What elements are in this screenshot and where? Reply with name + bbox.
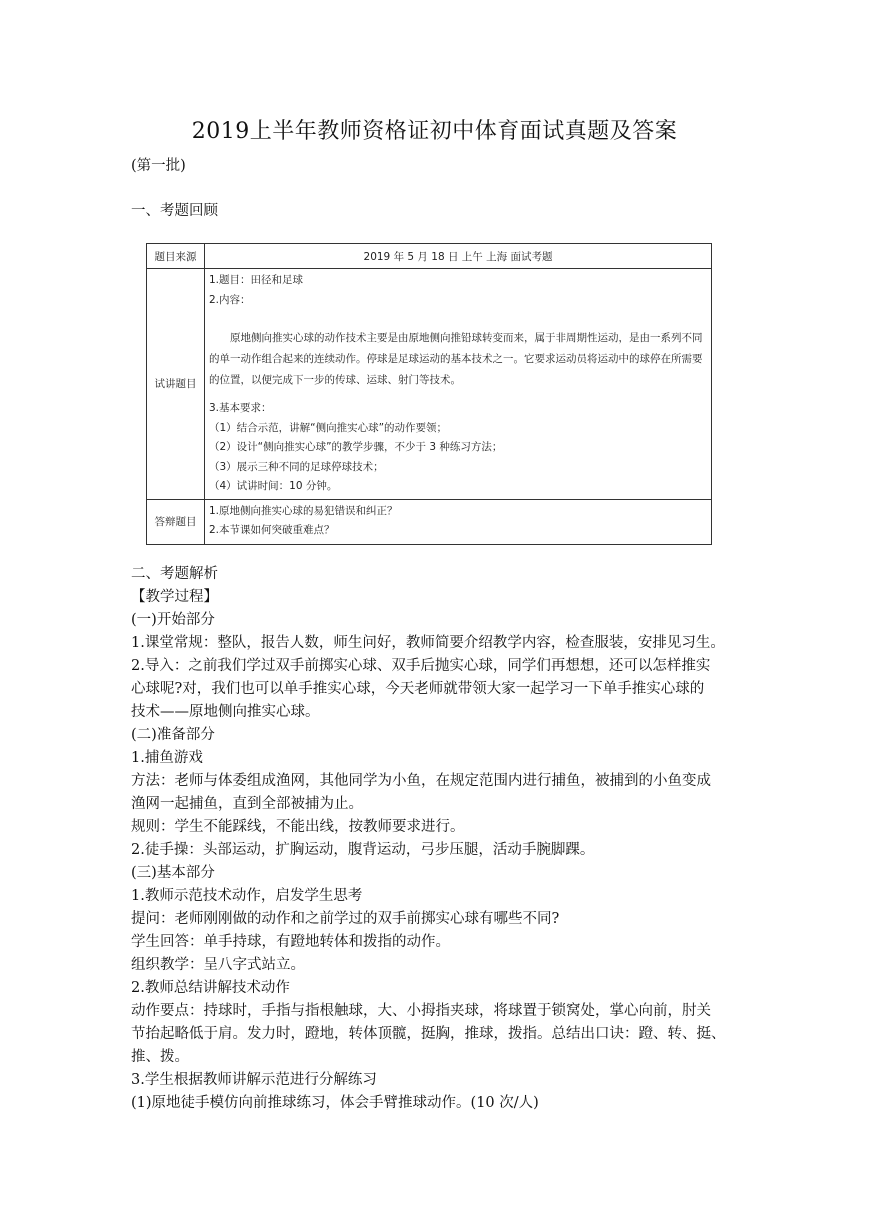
body-line: 1.课堂常规：整队，报告人数，师生问好，教师简要介绍教学内容，检查服装，安排见习生。	[131, 635, 725, 651]
requirement-item: （3）展示三种不同的足球停球技术；	[209, 460, 384, 473]
body-line: (1)原地徒手模仿向前推球练习，体会手臂推球动作。(10 次/人)	[131, 1095, 539, 1111]
document-title: 2019上半年教师资格证初中体育面试真题及答案	[191, 119, 678, 144]
body-line: 推、拨。	[131, 1049, 189, 1065]
answer-question: 2.本节课如何突破重难点？	[209, 524, 335, 536]
section-heading: 二、考题解析	[131, 566, 218, 582]
table-row-lecture	[147, 269, 712, 500]
body-line: 2.导入：之前我们学过双手前掷实心球、双手后抛实心球，同学们再想想，还可以怎样推实	[131, 658, 711, 674]
body-line: 节抬起略低于肩。发力时，蹬地，转体顶髋，挺胸，推球，拨指。总结出口诀：蹬、转、挺、	[131, 1026, 726, 1042]
part-heading: (一)开始部分	[131, 612, 215, 628]
body-line: 学生回答：单手持球，有蹬地转体和拨指的动作。	[131, 934, 450, 950]
table-row-answer	[147, 499, 712, 544]
part-heading: (二)准备部分	[131, 727, 215, 743]
part-heading: (三)基本部分	[131, 865, 215, 881]
body-line: 动作要点：持球时，手指与指根触球，大、小拇指夹球，将球置于锁窝处，掌心向前，肘关	[131, 1003, 711, 1019]
body-line: 提问：老师刚刚做的动作和之前学过的双手前掷实心球有哪些不同?	[131, 911, 560, 927]
answer-question: 1.原地侧向推实心球的易犯错误和纠正？	[209, 504, 398, 517]
body-line: 规则：学生不能踩线，不能出线，按教师要求进行。	[131, 819, 465, 835]
lecture-paragraph: 原地侧向推实心球的动作技术主要是由原地侧向推铅球转变而来，属于非周期性运动，是由一系列不同的单一动作组合起来的连续动作。停球是足球运动的基本技术之一。它要求运动员将运动中的球停在所需要的位置，以便完成下一步的传球、运球、射门等技术。	[209, 332, 703, 386]
body-line: 3.学生根据教师讲解示范进行分解练习	[131, 1072, 377, 1088]
body-line: 心球呢?对，我们也可以单手推实心球，今天老师就带领大家一起学习一下单手推实心球的	[131, 681, 705, 697]
section-heading: 一、考题回顾	[131, 203, 218, 219]
subheading: 【教学过程】	[131, 589, 218, 605]
lecture-content-heading: 2.内容：	[209, 293, 251, 306]
body-line: 1.教师示范技术动作，启发学生思考	[131, 888, 363, 904]
body-line: 组织教学：呈八字式站立。	[131, 957, 305, 973]
body-line: 方法：老师与体委组成渔网，其他同学为小鱼，在规定范围内进行捕鱼，被捕到的小鱼变成	[131, 773, 711, 789]
table-row-source	[147, 244, 712, 269]
source-label: 题目来源	[147, 244, 205, 269]
body-line: 2.徒手操：头部运动，扩胸运动，腹背运动，弓步压腿，活动手腕脚踝。	[131, 842, 595, 858]
body-line: 渔网一起捕鱼，直到全部被捕为止。	[131, 796, 363, 812]
answer-content	[205, 499, 712, 544]
source-value: 2019 年 5 月 18 日 上午 上海 面试考题	[205, 244, 712, 269]
requirement-item: （4）试讲时间：10 分钟。	[209, 480, 338, 492]
batch-label: (第一批)	[131, 158, 186, 174]
answer-label: 答辩题目	[147, 499, 205, 544]
requirements-heading: 3.基本要求：	[209, 402, 272, 414]
lecture-label: 试讲题目	[147, 269, 205, 500]
body-line: 2.教师总结讲解技术动作	[131, 980, 290, 996]
requirement-item: （1）结合示范，讲解“侧向推实心球”的动作要领；	[209, 421, 448, 434]
body-line: 技术——原地侧向推实心球。	[131, 704, 320, 720]
body-line: 1.捕鱼游戏	[131, 750, 203, 766]
requirement-item: （2）设计“侧向推实心球”的教学步骤，不少于 3 种练习方法；	[209, 441, 503, 453]
lecture-topic: 1.题目：田径和足球	[209, 274, 304, 286]
exam-table	[146, 243, 712, 545]
lecture-content	[205, 269, 712, 500]
